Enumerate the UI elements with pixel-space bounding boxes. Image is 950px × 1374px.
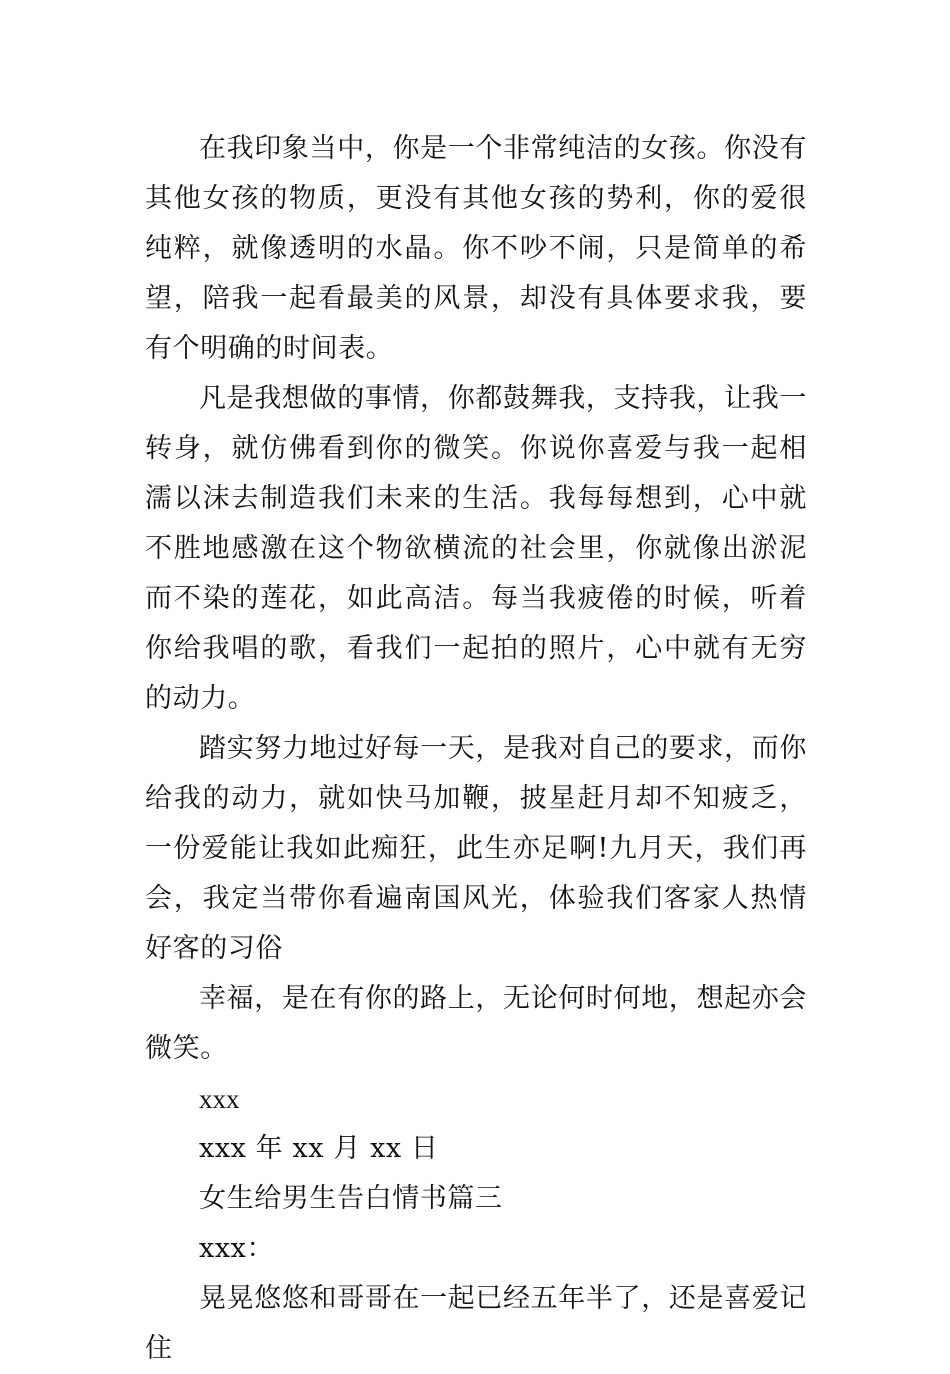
salutation: xxx： — [199, 1233, 275, 1264]
letter-body — [145, 124, 807, 1374]
signature-date: xxx 年 xx 月 xx 日 — [199, 1133, 439, 1164]
paragraph-3: 踏实努力地过好每一天，是我对自己的要求，而你给我的动力，就如快马加鞭，披星赶月却不知疲乏，一份爱能让我如此痴狂，此生亦足啊!九月天，我们再会，我定当带你看遍南国风光，体验我们客家人热情好客的习俗 — [145, 733, 807, 964]
paragraph-4: 幸福，是在有你的路上，无论何时何地，想起亦会微笑。 — [145, 983, 807, 1064]
paragraph-2: 凡是我想做的事情，你都鼓舞我，支持我，让我一转身，就仿佛看到你的微笑。你说你喜爱与我一起相濡以沫去制造我们未来的生活。我每每想到，心中就不胜地感激在这个物欲横流的社会里，你就像出淤泥而不染的莲花，如此高洁。每当我疲倦的时候，听着你给我唱的歌，看我们一起拍的照片，心中就有无穷的动力。 — [145, 383, 807, 714]
section-title: 女生给男生告白情书篇三 — [199, 1183, 503, 1214]
paragraph-5: 晃晃悠悠和哥哥在一起已经五年半了，还是喜爱记住 — [145, 1283, 807, 1364]
signature-name: xxx — [199, 1084, 240, 1114]
paragraph-1: 在我印象当中，你是一个非常纯洁的女孩。你没有其他女孩的物质，更没有其他女孩的势利，你的爱很纯粹，就像透明的水晶。你不吵不闹，只是简单的希望，陪我一起看最美的风景，却没有具体要求我，要有个明确的时间表。 — [145, 133, 807, 364]
